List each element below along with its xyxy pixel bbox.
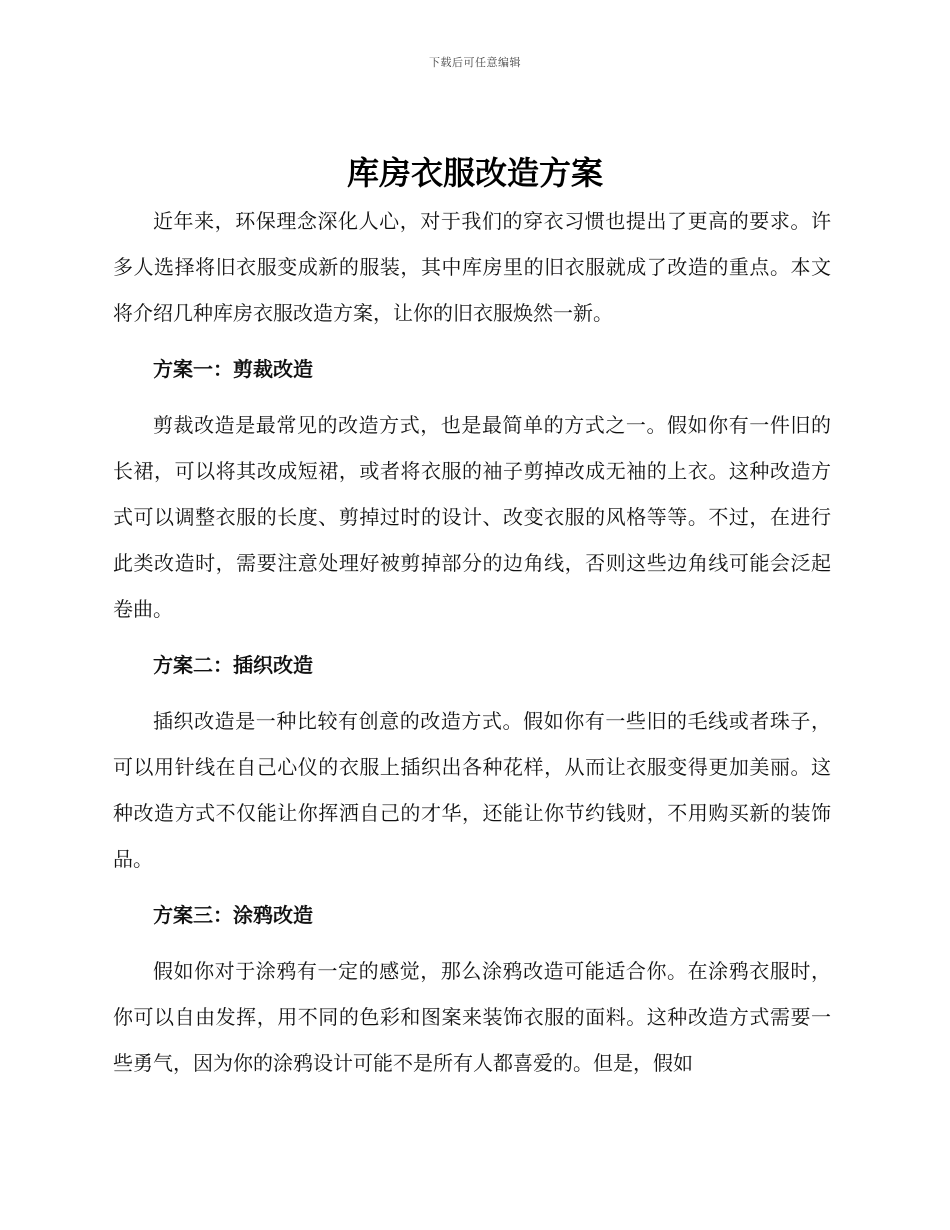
section-heading-1: 方案一：剪裁改造 [153,357,313,381]
section-body-1: 剪裁改造是最常见的改造方式，也是最简单的方式之一。假如你有一件旧的长裙，可以将其改成短裙，或者将衣服的袖子剪掉改成无袖的上衣。这种改造方式可以调整衣服的长度、剪掉过时的设计、改变衣服的风格等等。不过，在进行此类改造时，需要注意处理好被剪掉部分的边角线，否则这些边角线可能会泛起卷曲。 [113,413,831,621]
section-body-3: 假如你对于涂鸦有一定的感觉，那么涂鸦改造可能适合你。在涂鸦衣服时，你可以自由发挥，用不同的色彩和图案来装饰衣服的面料。这种改造方式需要一些勇气，因为你的涂鸦设计可能不是所有人都喜爱的。但是，假如 [113,959,831,1075]
section-body-2: 插织改造是一种比较有创意的改造方式。假如你有一些旧的毛线或者珠子，可以用针线在自己心仪的衣服上插织出各种花样，从而让衣服变得更加美丽。这种改造方式不仅能让你挥洒自己的才华，还能让你节约钱财，不用购买新的装饰品。 [113,709,831,871]
page-header-watermark: 下载后可任意编辑 [429,56,521,69]
section-heading-3: 方案三：涂鸦改造 [153,903,313,927]
document-title: 库房衣服改造方案 [346,154,603,192]
section-heading-2: 方案二：插织改造 [153,653,313,677]
document-body [113,198,831,1086]
intro-paragraph: 近年来，环保理念深化人心，对于我们的穿衣习惯也提出了更高的要求。许多人选择将旧衣服变成新的服装，其中库房里的旧衣服就成了改造的重点。本文将介绍几种库房衣服改造方案，让你的旧衣服焕然一新。 [113,209,831,325]
